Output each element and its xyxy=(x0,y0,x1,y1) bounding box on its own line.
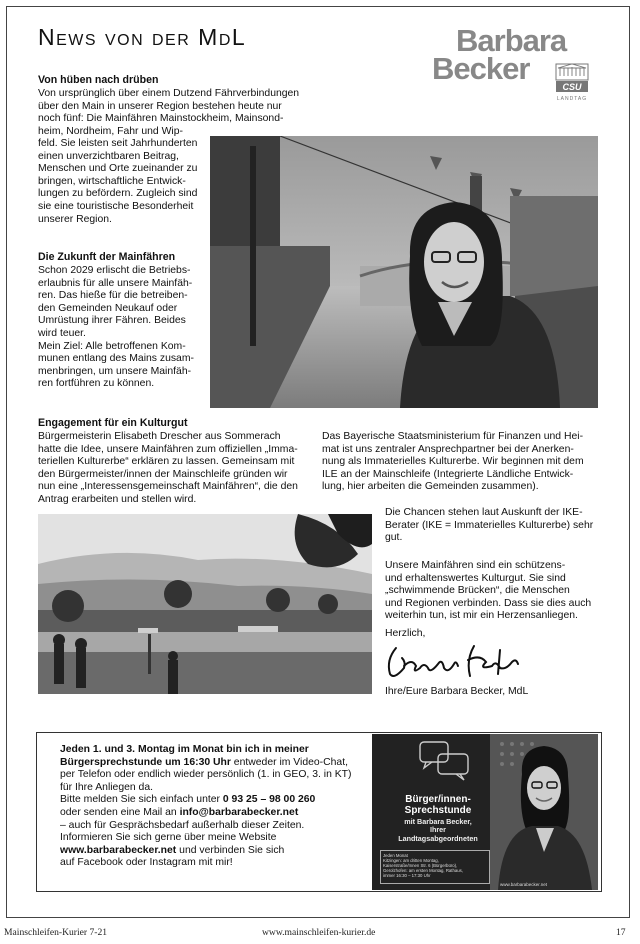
section-heading-zukunft: Die Zukunft der Mainfähren xyxy=(38,251,176,263)
river-landscape-photo xyxy=(38,514,372,694)
section3-chances-text: Die Chancen stehen laut Auskunft der IKE- Berater (IKE = Immaterielles Kulturerbe) sehr gut. xyxy=(385,507,594,544)
consultation-ad xyxy=(372,734,598,890)
logo-last-name: Becker xyxy=(432,51,530,86)
greeting: Herzlich, xyxy=(385,628,426,639)
consultation-info-text: Jeden 1. und 3. Montag im Monat bin ich in meiner Bürgersprechstunde um 16:30 Uhr entweder im Video-Chat, per Telefon oder endlich wieder persönlich (1. in GEO, 3. in KT) für Ihre Anliegen da. Bitte melden Sie sich einfach unter 0 93 25 – 98 00 260 oder senden eine Mail an info@barbarabecker.net – auch für Gesprächsbedarf außerhalb dieser Zeiten. Informieren Sie sich gerne über meine Website www.barbarabecker.net und verbinden Sie sich auf Facebook oder Instagram mit mir! xyxy=(60,744,352,869)
signature xyxy=(382,640,532,682)
logo-first-name: Barbara xyxy=(456,23,567,58)
section2-text: Schon 2029 erlischt die Betriebs- erlaubnis für alle unsere Mainfäh- ren. Das hieße für die betreiben- den Gemeinden Neukauf oder Umrüstung ihrer Fähren. Beides wird teuer. Mein Ziel: Alle betroffenen Kom- munen entlang des Mains zusam- menbringen, um unsere Mainfäh- ren fortführen zu können. xyxy=(38,265,194,390)
section-heading-hueben: Von hüben nach drüben xyxy=(38,74,159,86)
ferry-portrait-photo xyxy=(210,136,598,408)
section3-right-text: Das Bayerische Staatsministerium für Finanzen und Hei- mat ist uns zentraler Ansprechpartner bei der Anerken- nung als Immaterielles Kulturerbe. Wir beginnen mit dem ILE an der Mainschleife (Integrierte Ländliche Entwick- lung, hier arbeiten die Gemeinden zusammen). xyxy=(322,431,584,493)
ad-subtitle: mit Barbara Becker, Ihrer Landtagsabgeordneten xyxy=(398,817,478,843)
footer-website: www.mainschleifen-kurier.de xyxy=(262,927,376,938)
csu-landtag-emblem xyxy=(554,62,590,102)
page-title: News von der MdL xyxy=(38,24,247,50)
section3-left-text: Bürgermeisterin Elisabeth Drescher aus Sommerach hatte die Idee, unsere Mainfähren zum offiziellen „Imma- teriellen Kulturerbe“ erklären zu lassen. Gemeinsam mit den Bürgermeister/innen der Mainschleife gründen wir nun eine „Interessensgemeinschaft Mainfähren“, die den Antrag erarbeiten und stellen wird. xyxy=(38,431,298,505)
section3-kulturgut-text: Unsere Mainfähren sind ein schützens- und erhaltenswertes Kulturgut. Sie sind „schwimmende Brücken“, die Menschen und Regionen verbinden. Dass sie dies auch weiterhin tun, ist mir ein Herzensanliegen. xyxy=(385,560,592,622)
section-heading-kulturgut: Engagement für ein Kulturgut xyxy=(38,417,188,429)
footer-publication: Mainschleifen-Kurier 7-21 xyxy=(4,927,108,938)
page-number: 17 xyxy=(616,927,626,938)
section1-text-narrow: feld. Sie leisten seit Jahrhunderten einen unverzichtbaren Beitrag, Menschen und Orte zueinander zu bringen, wirtschaftliche Entwick- lungen zu befördern. Zugleich sind sie eine touristische Besonderheit unserer Region. xyxy=(38,138,198,225)
ad-title: Bürger/innen- Sprechstunde xyxy=(404,794,472,816)
section1-text-full: Von ursprünglich über einem Dutzend Fährverbindungen über den Main in unserer Region bestehen heute nur noch fünf: Die Mainfähren Mainstockheim, Mainsond- heim, Nordheim, Fahr und Wip- xyxy=(38,88,300,137)
chat-bubbles-icon xyxy=(420,742,468,780)
ad-website: www.barbarabecker.net xyxy=(500,882,548,887)
ad-schedule: Jeden Monat Kitzingen: am dritten Montag, Kaiserstraße/Innen Str. 6 (Bürgerbüro), Gerolzhofen: am ersten Montag, Rathaus, immer 16:30 – 17:30 Uhr xyxy=(380,850,490,884)
logo-sub: LANDTAG xyxy=(556,96,588,102)
closing: Ihre/Eure Barbara Becker, MdL xyxy=(385,686,529,697)
logo-party: CSU xyxy=(562,82,582,92)
barbara-becker-logo xyxy=(432,23,592,106)
